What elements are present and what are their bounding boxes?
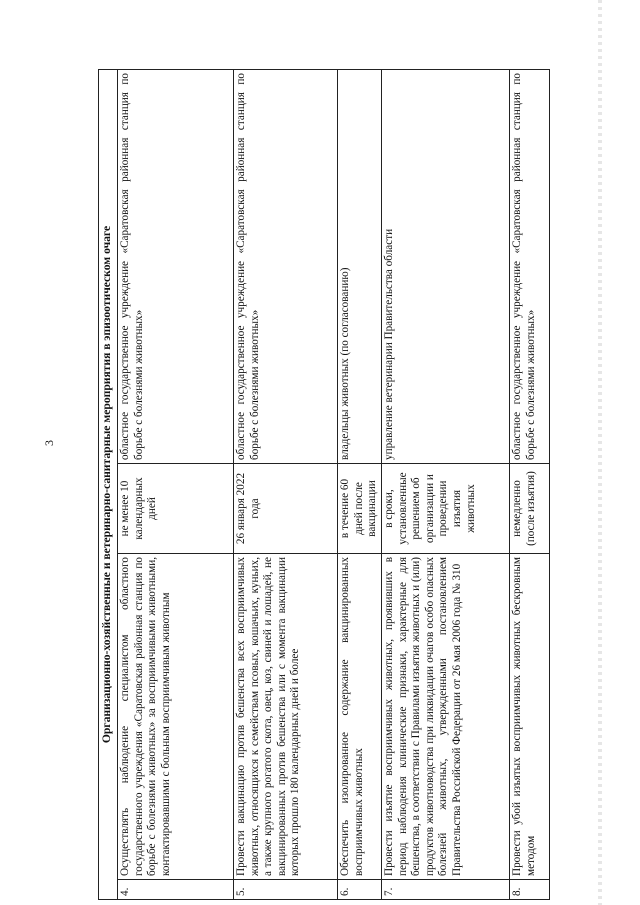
row-action: Провести убой изъятых восприимчивых животных бескровным методом: [510, 554, 550, 880]
page-number: 3: [42, 440, 56, 446]
row-action: Осуществлять наблюдение специалистом областного государственного учреждения «Саратовская районная станция по борьбе с болезнями животных» за восприимчивыми животными, контактировавшими с больным восприимчивым животным: [118, 554, 234, 880]
section-heading-text: Организационно-хозяйственные и ветеринарно-санитарные мероприятия в эпизоотическом очаге: [100, 225, 113, 744]
row-action: Провести вакцинацию против бешенства всех восприимчивых животных, относящихся к семействам псовых, кошачьих, куньих, а также крупного рогатого скота, овец, коз, свиней и лошадей, не вакцинированных против бешенства или с момента вакцинации которых прошло 180 календарных дней и более: [234, 554, 338, 880]
row-deadline: немедленно (после изъятия): [510, 464, 550, 554]
row-responsible: областное государственное учреждение «Саратовская районная станция по борьбе с болезнями животных»: [118, 69, 234, 463]
row-responsible: владельцы животных (по согласованию): [338, 69, 382, 463]
row-deadline: 26 января 2022 года: [234, 464, 338, 554]
row-action: Обеспечить изолированное содержание вакцинированных восприимчивых животных: [338, 554, 382, 880]
row-deadline: в течение 60 дней после вакцинации: [338, 464, 382, 554]
measures-table: [98, 69, 550, 900]
scan-edge-artifact: [598, 0, 602, 905]
row-number: 7.: [382, 880, 510, 900]
table-row: [118, 69, 234, 899]
row-number: 8.: [510, 880, 550, 900]
row-number: 6.: [338, 880, 382, 900]
rotated-page-content: [98, 70, 538, 900]
row-deadline: в сроки, установленные решением об организации и проведении изъятия животных: [382, 464, 510, 554]
row-number: 4.: [118, 880, 234, 900]
row-responsible: областное государственное учреждение «Саратовская районная станция по борьбе с болезнями животных»: [234, 69, 338, 463]
table-row: [234, 69, 338, 899]
table-row: [382, 69, 510, 899]
section-heading-row: [99, 69, 118, 899]
row-deadline: не менее 10 календарных дней: [118, 464, 234, 554]
row-responsible: управление ветеринарии Правительства области: [382, 69, 510, 463]
table-row: [338, 69, 382, 899]
table-row: [510, 69, 550, 899]
row-responsible: областное государственное учреждение «Саратовская районная станция по борьбе с болезнями животных»: [510, 69, 550, 463]
row-number: 5.: [234, 880, 338, 900]
section-heading: [99, 69, 118, 899]
row-action: Провести изъятие восприимчивых животных, проявивших в период наблюдения клинические признаки, характерные для бешенства, в соответствии с Правилами изъятия животных и (или) продуктов животноводства при ликвидации очагов особо опасных болезней животных, утвержденными постановлением Правительства Российской Федерации от 26 мая 2006 года № 310: [382, 554, 510, 880]
